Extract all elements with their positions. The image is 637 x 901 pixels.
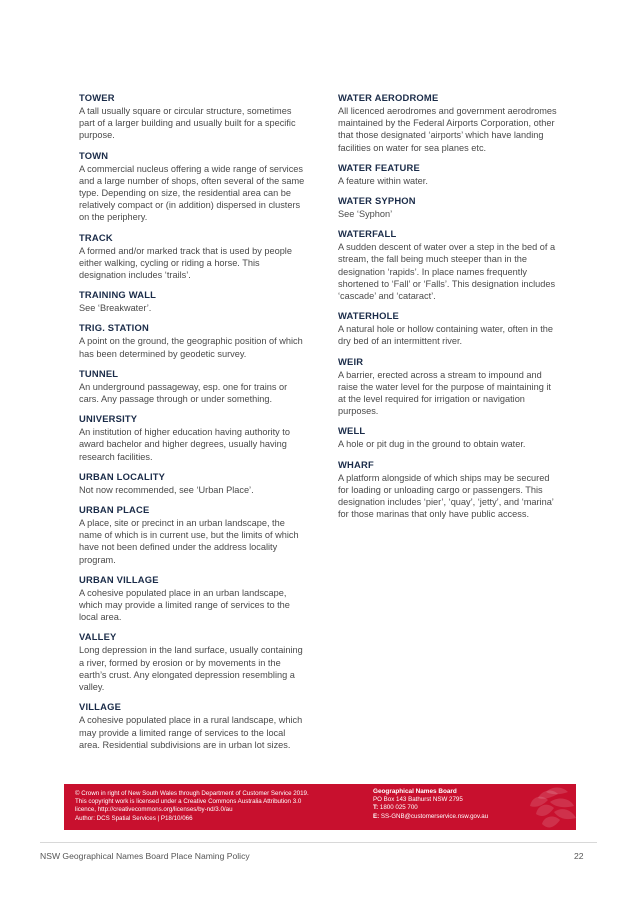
glossary-term: URBAN PLACE bbox=[79, 504, 150, 516]
copyright-banner bbox=[64, 784, 576, 830]
glossary-term: TOWN bbox=[79, 149, 109, 161]
footer-document-title: NSW Geographical Names Board Place Naming Policy bbox=[40, 851, 250, 861]
phone-number: 1800 025 700 bbox=[379, 804, 418, 812]
glossary-term: URBAN LOCALITY bbox=[79, 470, 166, 482]
glossary-entry bbox=[338, 356, 560, 418]
glossary-entry bbox=[338, 195, 560, 220]
glossary-definition: See ‘Syphon’ bbox=[338, 209, 393, 220]
glossary-definition: A cohesive populated place in a rural landscape, which may provide a limited range of services to the local area. Residential subdivisions are in urban lot sizes. bbox=[79, 715, 303, 750]
glossary-term: WATERHOLE bbox=[338, 310, 399, 322]
glossary-definition: A commercial nucleus offering a wide range of services and a large number of shops, often several of the same type. Depending on size, the residential area can be relatively compact or (in addition) dispersed in clusters on the periphery. bbox=[79, 163, 305, 223]
glossary-term: WEIR bbox=[338, 355, 364, 367]
glossary-term: VILLAGE bbox=[79, 701, 122, 713]
glossary-definition: A place, site or precinct in an urban landscape, the name of which is in current use, but the limits of which have not been defined under the address locality program. bbox=[79, 518, 299, 565]
glossary-entry bbox=[338, 310, 560, 347]
contact-block bbox=[373, 788, 523, 821]
glossary-entry bbox=[79, 504, 307, 566]
glossary-term: TRIG. STATION bbox=[79, 322, 149, 334]
email-address[interactable]: SS-GNB@customerservice.nsw.gov.au bbox=[380, 812, 489, 820]
glossary-entry bbox=[338, 425, 560, 450]
copyright-line: © Crown in right of New South Wales through Department of Customer Service 2019. bbox=[75, 790, 309, 797]
glossary-entry bbox=[338, 228, 560, 302]
glossary-definition: A platform alongside of which ships may be secured for loading or unloading cargo or passengers. This designation includes ‘pier’, ‘quay’, ‘jetty’, and ‘marina’ for those marinas that only have public access. bbox=[338, 472, 554, 520]
footer-divider bbox=[40, 842, 597, 843]
glossary-term: URBAN VILLAGE bbox=[79, 573, 159, 585]
page-number: 22 bbox=[574, 851, 584, 861]
glossary-term: TRACK bbox=[79, 231, 113, 243]
glossary-entry bbox=[338, 162, 560, 187]
glossary-term: VALLEY bbox=[79, 631, 117, 643]
glossary-term: WATER SYPHON bbox=[338, 195, 416, 207]
waratah-logo-icon bbox=[516, 784, 576, 830]
glossary-entry bbox=[79, 368, 307, 405]
glossary-definition: An underground passageway, esp. one for trains or cars. Any passage through or under something. bbox=[79, 381, 288, 405]
glossary-term: WATERFALL bbox=[338, 228, 397, 240]
glossary-entry bbox=[79, 574, 307, 624]
right-glossary-column bbox=[338, 92, 560, 528]
glossary-term: TRAINING WALL bbox=[79, 289, 157, 301]
phone-line bbox=[373, 804, 523, 812]
glossary-definition: All licenced aerodromes and government aerodromes maintained by the Federal Airports Corporation, other that those designated ‘airports’ which have landing facilities on water for sea planes etc. bbox=[338, 106, 557, 153]
glossary-definition: A hole or pit dug in the ground to obtain water. bbox=[338, 439, 526, 450]
glossary-entry bbox=[79, 92, 307, 142]
glossary-definition: See ‘Breakwater’. bbox=[79, 303, 152, 314]
glossary-term: WELL bbox=[338, 425, 366, 437]
glossary-definition: A feature within water. bbox=[338, 175, 428, 186]
glossary-definition: Not now recommended, see ‘Urban Place’. bbox=[79, 484, 254, 495]
glossary-definition: A cohesive populated place in an urban landscape, which may provide a limited range of services to the local area. bbox=[79, 587, 290, 623]
postal-address: PO Box 143 Bathurst NSW 2795 bbox=[373, 796, 463, 804]
glossary-entry bbox=[338, 92, 560, 154]
glossary-definition: An institution of higher education having authority to award bachelor and higher degrees, usually having research facilities. bbox=[79, 427, 290, 462]
glossary-definition: Long depression in the land surface, usually containing a river, formed by erosion or by movements in the earth’s crust. Any elongated depression resembling a valley. bbox=[79, 645, 303, 693]
glossary-term: WATER AERODROME bbox=[338, 92, 439, 103]
glossary-definition: A formed and/or marked track that is used by people either walking, cycling or riding a horse. This designation includes ‘trails’. bbox=[79, 245, 292, 281]
glossary-entry bbox=[79, 322, 307, 359]
glossary-entry bbox=[79, 232, 307, 282]
glossary-term: UNIVERSITY bbox=[79, 413, 138, 425]
glossary-entry bbox=[79, 631, 307, 693]
glossary-term: TOWER bbox=[79, 92, 115, 103]
glossary-definition: A sudden descent of water over a step in the bed of a stream, the fall being much steeper than in the designation ‘rapids’. In place names frequently shortened to ‘Fall’ or ‘Falls’. This designation includes ‘cascade’ and ‘cataract’. bbox=[338, 242, 556, 302]
org-name: Geographical Names Board bbox=[373, 788, 457, 795]
glossary-definition: A natural hole or hollow containing water, often in the dry bed of an intermittent river. bbox=[338, 324, 554, 347]
glossary-definition: A tall usually square or circular structure, sometimes part of a larger building and usually built for a specific purpose. bbox=[79, 106, 296, 141]
left-glossary-column bbox=[79, 92, 307, 759]
glossary-entry bbox=[79, 150, 307, 224]
glossary-entry bbox=[338, 459, 560, 521]
license-url-line: licence, http://creativecommons.org/licenses/by-nd/3.0/au bbox=[75, 806, 233, 814]
email-label: E: bbox=[373, 812, 380, 820]
glossary-entry bbox=[79, 413, 307, 463]
glossary-term: TUNNEL bbox=[79, 367, 119, 379]
phone-label: T: bbox=[373, 804, 379, 812]
glossary-term: WATER FEATURE bbox=[338, 161, 420, 173]
glossary-definition: A point on the ground, the geographic position of which has been determined by geodetic survey. bbox=[79, 336, 303, 359]
glossary-entry bbox=[79, 289, 307, 314]
glossary-entry bbox=[79, 701, 307, 751]
glossary-entry bbox=[79, 471, 307, 496]
glossary-term: WHARF bbox=[338, 458, 374, 470]
license-line: This copyright work is licensed under a Creative Commons Australia Attribution 3.0 bbox=[75, 798, 302, 806]
glossary-definition: A barrier, erected across a stream to impound and raise the water level for the purpose of maintaining it at the level required for irrigation or navigation purposes. bbox=[338, 369, 551, 417]
copyright-notice bbox=[75, 790, 360, 823]
email-line bbox=[373, 813, 523, 821]
author-line: Author: DCS Spatial Services | P18/10/066 bbox=[75, 814, 193, 822]
